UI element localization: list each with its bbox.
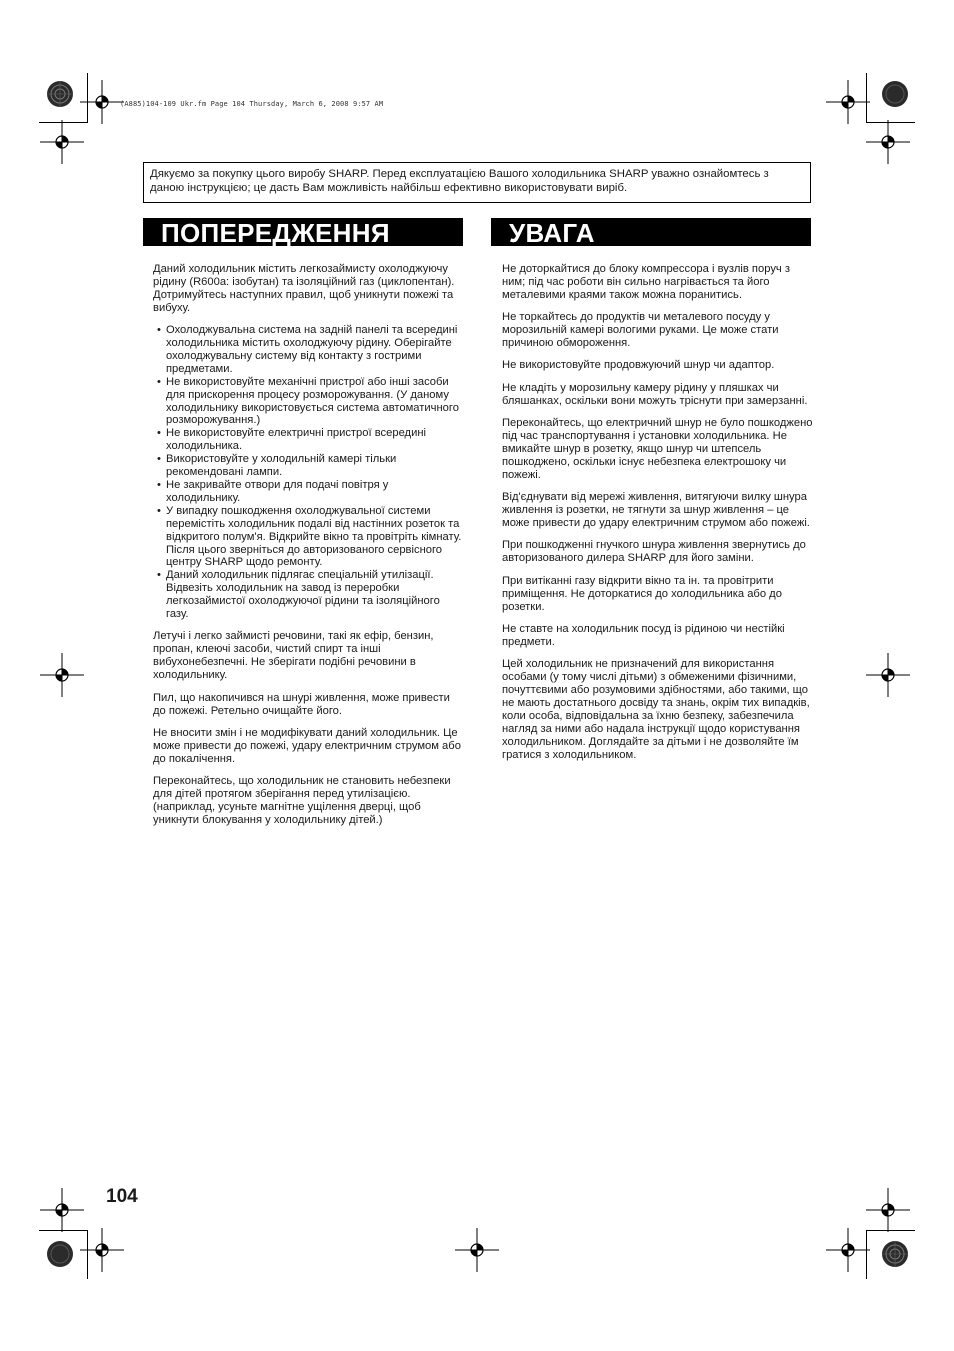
list-item: • Не використовуйте електричні пристрої всередині холодильника.: [153, 427, 465, 453]
bullet-list: [153, 324, 465, 621]
intro-box: Дякуємо за покупку цього виробу SHARP. Перед експлуатацією Вашого холодильника SHARP уважно ознайомтесь з даною інструкцією; це дасть Вам можливість найбільш ефективно використовувати виріб.: [143, 162, 811, 203]
paragraph: Не доторкайтися до блоку компрессора і вузлів поруч з ним; під час роботи він сильно нагрівається та його металевими краями також можна поранитись.: [502, 263, 790, 301]
crosshair-icon: [80, 1228, 124, 1272]
crosshair-icon: [40, 653, 84, 697]
list-item: • Даний холодильник підлягає спеціальній утилізації. Відвезіть холодильник на завод із переробки легкозаймистої охолоджуючої рідини та ізоляційного газу.: [153, 569, 465, 621]
registration-seal-icon: [46, 1240, 74, 1268]
crosshair-icon: [866, 653, 910, 697]
registration-seal-icon: [881, 1240, 909, 1268]
page-number: 104: [106, 1186, 138, 1207]
paragraph: Летучі і легко займисті речовини, такі як ефір, бензин, пропан, клеючі засоби, чистий спирт та інші вибухонебезпечні. Не зберігати подібні речовини в холодильнику.: [153, 630, 434, 682]
paragraph: Не використовуйте продовжуючий шнур чи адаптор.: [502, 359, 775, 372]
list-item: • Не використовуйте механічні пристрої або інші засоби для прискорення процесу розморожування. (У даному холодильнику використовується система автоматичного розморожування.): [153, 376, 465, 428]
paragraph: Не торкайтесь до продуктів чи металевого посуду у морозильній камері вологими руками. Це може стати причиною обмороження.: [502, 311, 779, 350]
warning-column: [153, 263, 465, 836]
paragraph: При пошкодженні гнучкого шнура живлення звернутись до авторизованого дилера SHARP для його заміни.: [502, 539, 806, 565]
heading-caution: УВАГА: [491, 218, 811, 246]
heading-warning: ПОПЕРЕДЖЕННЯ: [143, 218, 463, 246]
crosshair-icon: [455, 1228, 499, 1272]
paragraph: Даний холодильник містить легкозаймисту охолоджуючу рідину (R600a: ізобутан) та ізоляційний газ (циклопентан). Дотримуйтесь наступних правил, щоб уникнути пожежі та вибуху.: [153, 263, 455, 314]
paragraph: Не вносити змін і не модифікувати даний холодильник. Це може привести до пожежі, удару електричним струмом або до покалічення.: [153, 726, 461, 765]
crosshair-icon: [866, 120, 910, 164]
list-item: • Не закривайте отвори для подачі повітря у холодильнику.: [153, 479, 465, 505]
paragraph: Не кладіть у морозильну камеру рідину у пляшках чи бляшанках, оскільки вони можуть тріснути при замерзанні.: [502, 381, 808, 407]
crosshair-icon: [40, 120, 84, 164]
registration-seal-icon: [46, 80, 74, 108]
crosshair-icon: [826, 1228, 870, 1272]
crosshair-icon: [826, 80, 870, 124]
print-header: (A885)104-109 Ukr.fm Page 104 Thursday, March 6, 2008 9:57 AM: [120, 100, 384, 108]
list-item: • У випадку пошкодження охолоджувальної системи перемістіть холодильник подалі від настінних розеток та відкритого полум'я. Відкрийте вікно та провітріть кімнату. Після цього зверніться до авторизованого сервісного центру SHARP щодо ремонту.: [153, 505, 465, 570]
crosshair-icon: [866, 1188, 910, 1232]
caution-column: [502, 263, 814, 771]
paragraph: Цей холодильник не призначений для використання особами (у тому числі дітьми) з обмеженими фізичними, почуттєвими або розумовими здібностями, або такими, що не мають достатнього досвіду та знань, окрім тих випадків, коли особа, відповідальна за їхню безпеку, забезпечила нагляд за ними або надала інструкції щодо користування холодильником. Доглядайте за дітьми і не дозволяйте їм гратися з холодильником.: [502, 658, 810, 761]
paragraph: Переконайтесь, що холодильник не становить небезпеки для дітей протягом зберігання перед утилізацією. (наприклад, усуньте магнітне ущілення дверці, щоб уникнути блокування у холодильнику дітей.): [153, 775, 451, 826]
paragraph: Переконайтесь, що електричний шнур не було пошкоджено під час транспортування і установки холодильника. Не вмикайте шнур в розетку, якщо шнур чи штепсель пошкоджено, оскільки існує небезпека електрошоку чи пожежі.: [502, 417, 813, 481]
paragraph: Не ставте на холодильник посуд із рідиною чи нестійкі предмети.: [502, 622, 785, 648]
crosshair-icon: [80, 80, 124, 124]
paragraph: Від'єднувати від мережі живлення, витягуючи вилку шнура живлення із розетки, не тягнути за шнур живлення – це може привести до удару електричним струмом або пожежі.: [502, 491, 810, 529]
registration-seal-icon: [881, 80, 909, 108]
crosshair-icon: [40, 1188, 84, 1232]
list-item: • Охолоджувальна система на задній панелі та всередині холодильника містить охолоджуючу рідину. Оберігайте охолоджувальну систему від контакту з гострими предметами.: [153, 324, 465, 376]
paragraph: При витіканні газу відкрити вікно та ін. та провітрити приміщення. Не доторкатися до холодильника або до розетки.: [502, 574, 782, 613]
paragraph: Пил, що накопичився на шнурі живлення, може привести до пожежі. Ретельно очищайте його.: [153, 691, 450, 717]
list-item: • Використовуйте у холодильній камері тільки рекомендовані лампи.: [153, 453, 465, 479]
